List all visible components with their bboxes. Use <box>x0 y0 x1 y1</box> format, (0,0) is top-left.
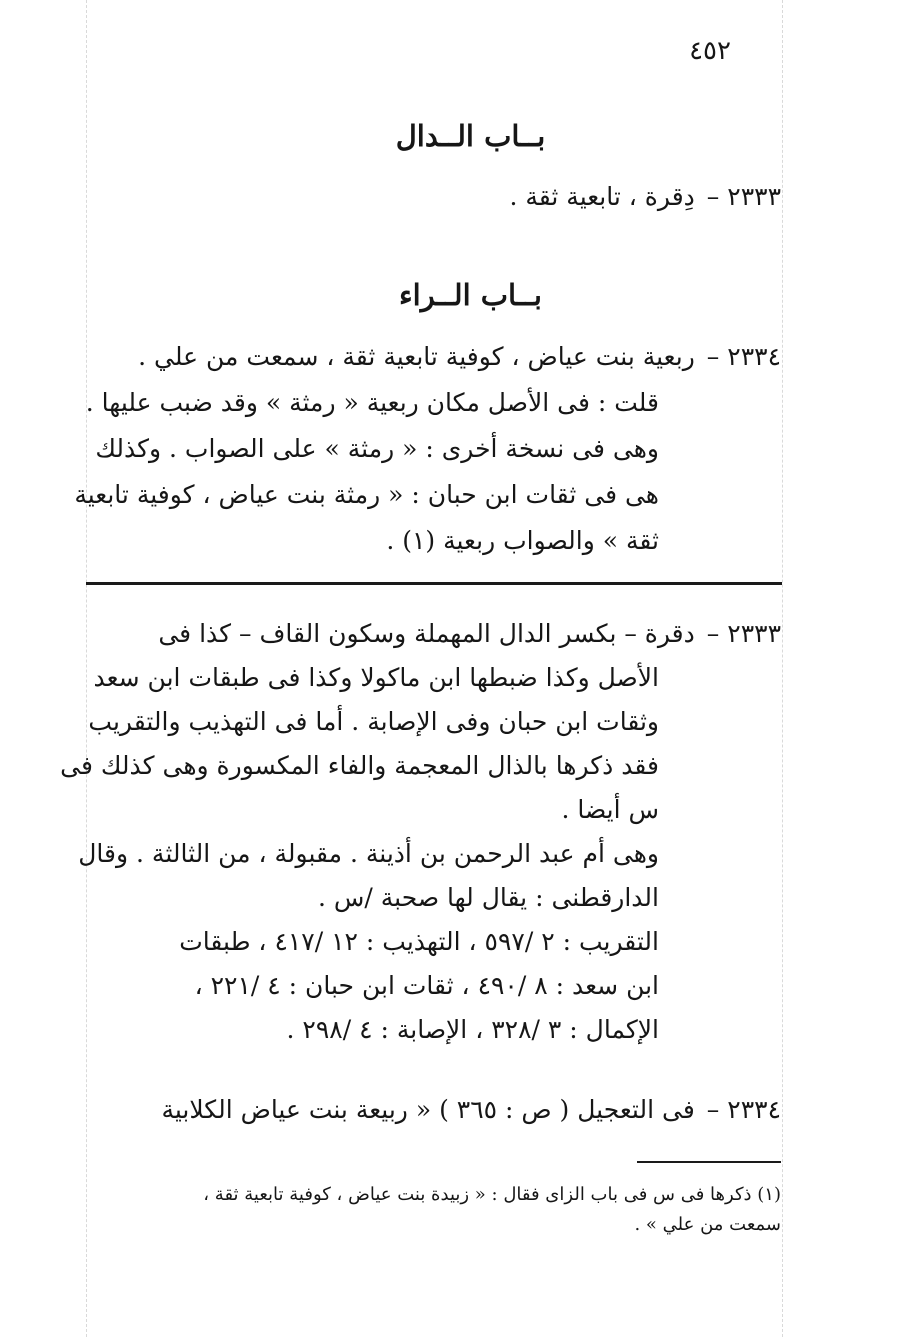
entry-line <box>86 334 781 380</box>
note-dash: – <box>706 619 720 648</box>
right-margin-guide <box>782 0 783 1337</box>
note-number: ٢٣٣٣ <box>727 619 781 648</box>
entry-text: دِقرة ، تابعية ثقة . <box>509 182 695 211</box>
entry-2334 <box>74 334 781 564</box>
entry-line <box>86 176 781 218</box>
note-line <box>86 1088 781 1132</box>
heading-bab-al-dal: بــاب الــدال <box>395 119 546 153</box>
note-text: الدارقطنى : يقال لها صحبة /س . <box>318 883 659 912</box>
footnote-line: سمعت من علي » . <box>634 1214 781 1235</box>
note-2333 <box>60 612 781 1052</box>
note-text: فى التعجيل ( ص : ٣٦٥ ) « ربيعة بنت عياض الكلابية <box>161 1095 695 1124</box>
entry-number: ٢٣٣٤ <box>727 342 781 371</box>
note-text: وهى أم عبد الرحمن بن أذينة . مقبولة ، من الثالثة . وقال <box>78 839 659 868</box>
note-2334 <box>86 1088 781 1132</box>
note-number: ٢٣٣٤ <box>727 1095 781 1124</box>
entry-text: ثقة » والصواب ربعية (١) . <box>386 526 659 555</box>
entry-text: هى فى ثقات ابن حبان : « رمثة بنت عياض ، كوفية تابعية <box>74 480 659 509</box>
heading-bab-al-ra: بــاب الــراء <box>399 278 542 312</box>
note-text: الأصل وكذا ضبطها ابن ماكولا وكذا فى طبقات ابن سعد <box>93 663 659 692</box>
note-text: س أيضا . <box>561 795 659 824</box>
footnote <box>86 1180 781 1240</box>
entry-dash: – <box>706 342 720 371</box>
entry-number: ٢٣٣٣ <box>727 182 781 211</box>
note-line <box>86 612 781 656</box>
note-text: وثقات ابن حبان وفى الإصابة . أما فى التهذيب والتقريب <box>88 707 659 736</box>
entry-text: قلت : فى الأصل مكان ربعية « رمثة » وقد ضبب عليها . <box>85 388 659 417</box>
entry-dash: – <box>706 182 720 211</box>
page-number: ٤٥٢ <box>689 36 731 66</box>
note-text: فقد ذكرها بالذال المعجمة والفاء المكسورة وهى كذلك فى <box>60 751 659 780</box>
entry-2333 <box>86 176 781 218</box>
note-citation: التقريب : ٢ /٥٩٧ ، التهذيب : ١٢ /٤١٧ ، طبقات <box>179 927 659 956</box>
entry-text: وهى فى نسخة أخرى : « رمثة » على الصواب . وكذلك <box>95 434 659 463</box>
note-dash: – <box>706 1095 720 1124</box>
footnote-line: (١) ذكرها فى س فى باب الزاى فقال : « زبيدة بنت عياض ، كوفية تابعية ثقة ، <box>203 1184 781 1205</box>
note-citation: ابن سعد : ٨ /٤٩٠ ، ثقات ابن حبان : ٤ /٢٢١ ، <box>194 971 659 1000</box>
note-citation: الإكمال : ٣ /٣٢٨ ، الإصابة : ٤ /٢٩٨ . <box>286 1015 659 1044</box>
note-text: دقرة – بكسر الدال المهملة وسكون القاف – كذا فى <box>158 619 695 648</box>
notes-divider <box>86 582 782 585</box>
entry-text: ربعية بنت عياض ، كوفية تابعية ثقة ، سمعت من علي . <box>138 342 695 371</box>
footnote-divider <box>637 1161 781 1163</box>
